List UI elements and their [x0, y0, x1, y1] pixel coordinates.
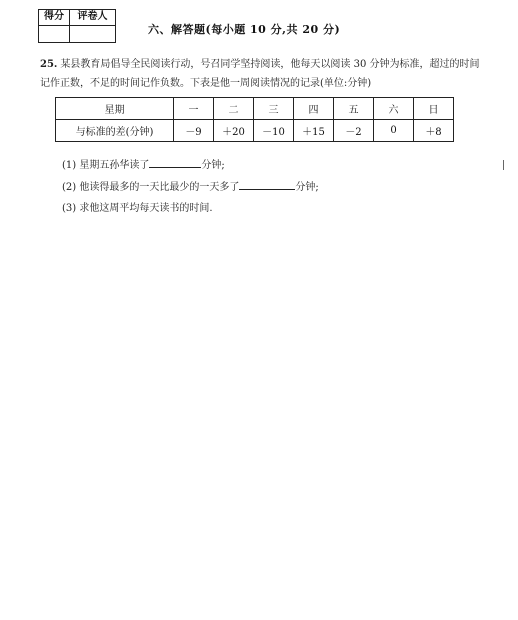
score-box-header: [39, 10, 115, 26]
answer-blank-2[interactable]: [239, 178, 295, 190]
day-cell: 日: [414, 98, 454, 120]
reading-record-table: [55, 97, 454, 142]
day-cell: 一: [174, 98, 214, 120]
grader-entry-cell[interactable]: [70, 26, 115, 42]
day-cell: 三: [254, 98, 294, 120]
day-cell: 四: [294, 98, 334, 120]
sub-question-1: [62, 156, 225, 171]
diff-cell: －10: [254, 120, 294, 142]
day-cell: 五: [334, 98, 374, 120]
score-label: 得分: [39, 10, 70, 25]
sub-question-2-unit: 分钟;: [295, 182, 319, 193]
answer-blank-1[interactable]: [149, 156, 201, 168]
diff-cell: ＋20: [214, 120, 254, 142]
grader-label: 评卷人: [77, 11, 108, 22]
sub-question-3: [62, 199, 213, 214]
diff-cell: －2: [334, 120, 374, 142]
question-number: 25.: [40, 59, 58, 70]
day-cell: 二: [214, 98, 254, 120]
score-entry-cell[interactable]: [39, 26, 70, 42]
row-header-day: 星期: [56, 98, 174, 120]
scan-edge-mark: [503, 160, 507, 170]
sub-question-2-text: (2) 他读得最多的一天比最少的一天多了: [62, 182, 240, 193]
diff-cell: 0: [374, 120, 414, 142]
table-row-days: [56, 98, 454, 120]
table-row-diffs: [56, 120, 454, 142]
sub-question-1-unit: 分钟;: [201, 160, 225, 171]
diff-cell: －9: [174, 120, 214, 142]
sub-question-1-text: (1) 星期五孙华读了: [62, 160, 150, 171]
day-cell: 六: [374, 98, 414, 120]
row-header-diff: 与标准的差(分钟): [56, 120, 174, 142]
question-stem: 某县教育局倡导全民阅读行动，号召同学坚持阅读，他每天以阅读 30 分钟为标准，超过的时间记作正数，不足的时间记作负数。下表是他一周阅读情况的记录(单位:分钟): [40, 59, 480, 89]
sub-question-3-text: (3) 求他这周平均每天读书的时间.: [62, 203, 213, 214]
score-box-entry-row[interactable]: [39, 26, 115, 42]
question-25: [40, 55, 480, 93]
score-box: [38, 9, 116, 43]
diff-cell: ＋8: [414, 120, 454, 142]
sub-question-2: [62, 178, 319, 193]
diff-cell: ＋15: [294, 120, 334, 142]
section-title: 六、解答题(每小题 10 分,共 20 分): [148, 23, 341, 36]
